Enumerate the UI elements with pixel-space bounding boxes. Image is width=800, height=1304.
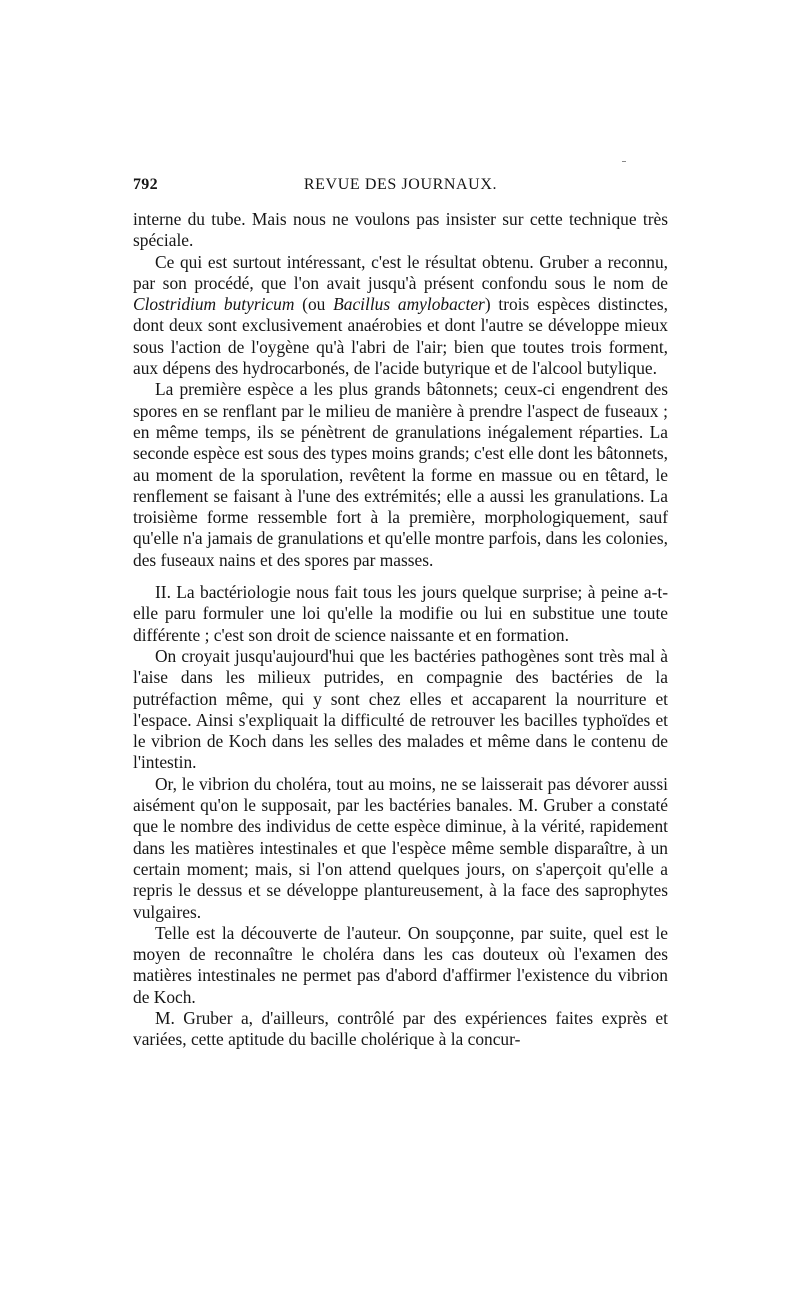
- article-body: [133, 209, 668, 1051]
- paragraph-text: Telle est la découverte de l'auteur. On soupçonne, par suite, quel est le moyen de reconnaître le choléra dans les cas douteux où l'examen des matières intestinales ne permet pas d'abord d'affirmer l'existence du vibrion de Koch.: [133, 922, 668, 1007]
- paragraph-experiments: [133, 1008, 668, 1051]
- journal-page: [133, 176, 668, 1051]
- paragraph-clostridium: [133, 252, 668, 380]
- paragraph-text: ) trois espèces distinctes, dont deux sont exclusivement anaérobies et dont l'autre se développe mieux sous l'action de l'oygène qu'à l'abri de l'air; bien que toutes trois forment, aux dépens des hydrocarbonés, de l'acide butyrique et de l'alcool butylique.: [133, 294, 668, 379]
- page-number: 792: [133, 176, 158, 193]
- paragraph-section-two: [133, 582, 668, 646]
- paragraph-continued: [133, 209, 668, 252]
- paragraph-text: On croyait jusqu'aujourd'hui que les bactéries pathogènes sont très mal à l'aise dans les milieux putrides, en compagnie des bactéries de la putréfaction même, qui y sont chez elles et accaparent la nourriture et l'espace. Ainsi s'expliquait la difficulté de retrouver les bacilles typhoïdes et le vibrion de Koch dans les selles des malades et même dans le contenu de l'intestin.: [133, 645, 668, 773]
- paragraph-text: II. La bactériologie nous fait tous les jours quelque surprise; à peine a-t-elle paru formuler une loi qu'elle la modifie ou lui en substitue une toute différente ; c'est son droit de science naissante et en formation.: [133, 582, 668, 645]
- paragraph-pathogens: [133, 646, 668, 774]
- paragraph-text: Or, le vibrion du choléra, tout au moins, ne se laisserait pas dévorer aussi aisément qu'on le supposait, par les bactéries banales. M. Gruber a constaté que le nombre des individus de cette espèce diminue, à la vérité, rapidement dans les matières intestinales et que l'espèce même semble disparaître, à un certain moment; mais, si l'on attend quelques jours, on s'aperçoit qu'elle a repris le dessus et se développe plantureusement, à la face des saprophytes vulgaires.: [133, 773, 668, 922]
- paragraph-text: interne du tube. Mais nous ne voulons pas insister sur cette technique très spéciale.: [133, 209, 668, 251]
- species-name-clostridium: Clostridium butyricum: [133, 294, 295, 315]
- running-head: [133, 176, 668, 200]
- paragraph-discovery: [133, 923, 668, 1008]
- paragraph-text: La première espèce a les plus grands bâtonnets; ceux-ci engendrent des spores en se renflant par le milieu de manière à prendre l'aspect de fuseaux ; en même temps, ils se pénètrent de granulations inégalement réparties. La seconde espèce est sous des types moins grands; c'est elle dont les bâtonnets, au moment de la sporulation, revêtent la forme en massue ou en têtard, le renflement se faisant à l'une des extrémités; elle a aussi les granulations. La troisième forme ressemble fort à la première, morphologiquement, sauf qu'elle n'a jamais de granulations et qu'elle montre parfois, dans les colonies, des fuseaux nains et des spores par masses.: [133, 379, 668, 570]
- paragraph-text: M. Gruber a, d'ailleurs, contrôlé par des expériences faites exprès et variées, cette aptitude du bacille cholérique à la concur-: [133, 1007, 668, 1050]
- species-name-bacillus: Bacillus amylobacter: [333, 294, 485, 315]
- paragraph-text: (ou: [294, 294, 334, 315]
- print-speck: [622, 161, 626, 162]
- paragraph-text: Ce qui est surtout intéressant, c'est le résultat obtenu. Gruber a reconnu, par son procédé, que l'on avait jusqu'à présent confondu sous le nom de: [133, 251, 668, 293]
- paragraph-cholera: [133, 774, 668, 923]
- running-title: REVUE DES JOURNAUX.: [303, 176, 498, 193]
- paragraph-species: [133, 379, 668, 571]
